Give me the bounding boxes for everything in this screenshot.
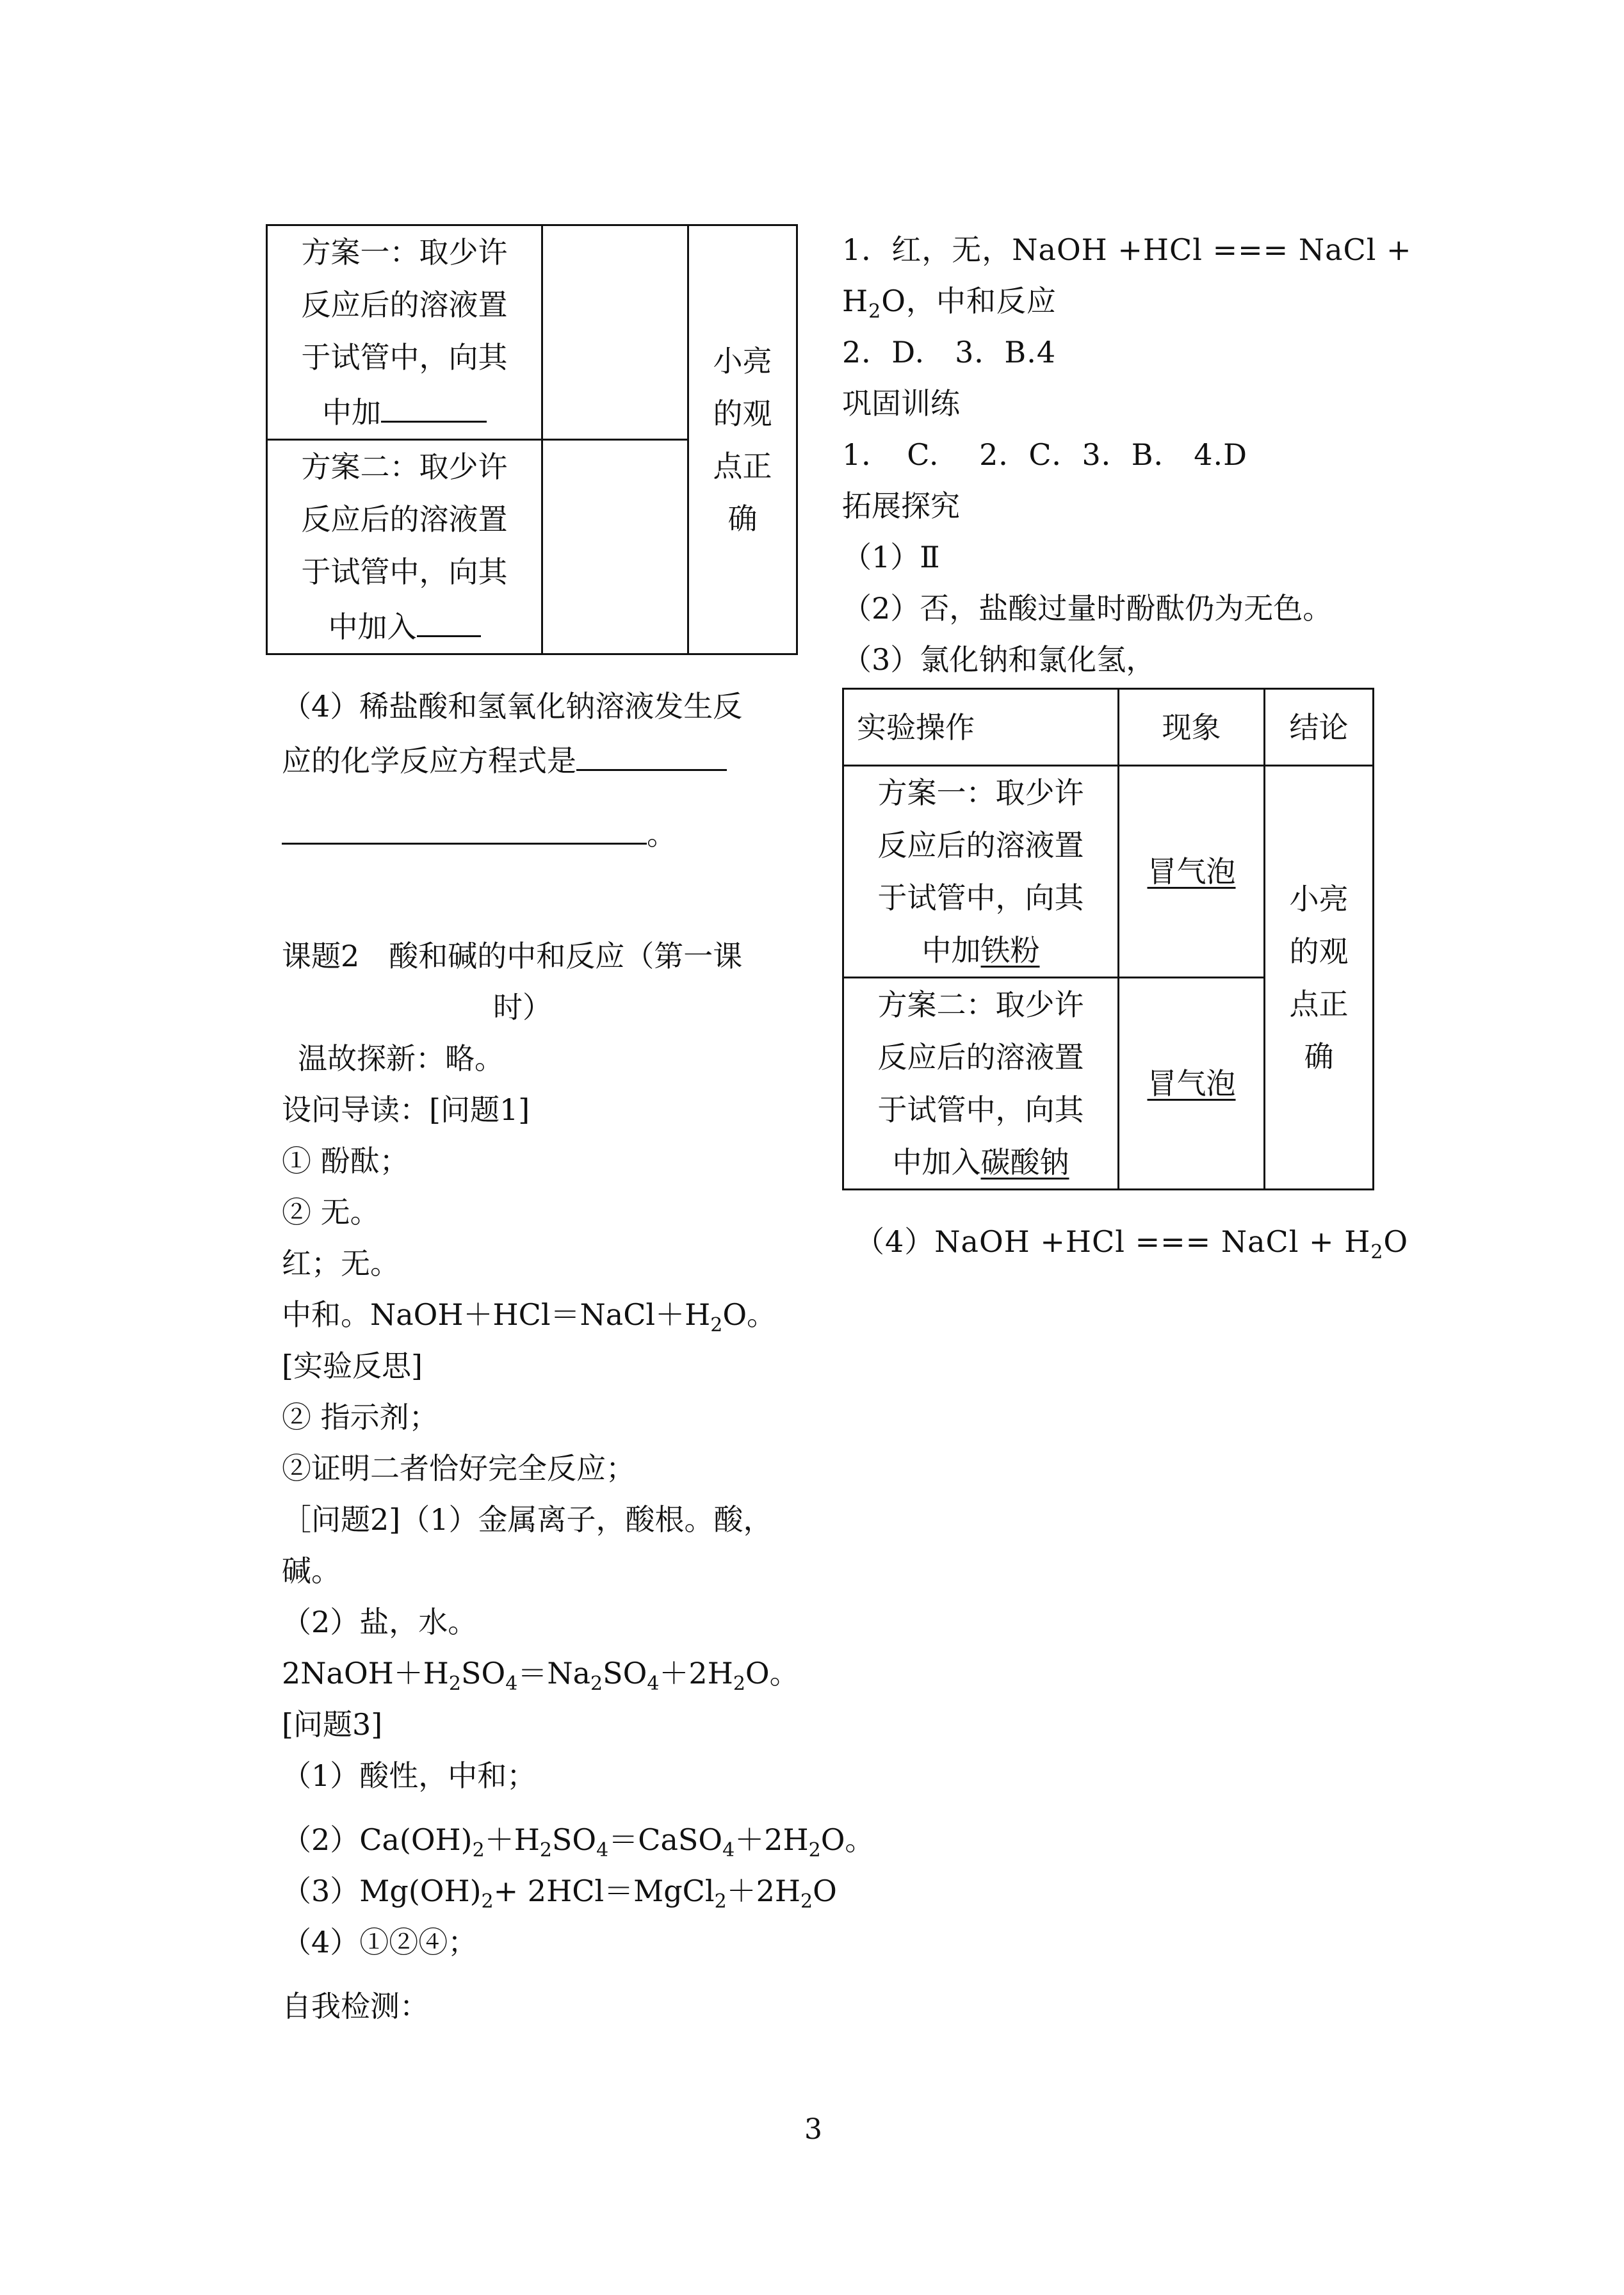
neutral-equation: 中和。$NaOH+HCl=NaCl+H_2O$。 bbox=[282, 1297, 777, 1336]
self-check: 自我检测： bbox=[282, 1989, 429, 2023]
prove-line: ②证明二者恰好完全反应； bbox=[282, 1451, 635, 1486]
q3-2: $(2)Ca(OH)_2+H_2SO_4=CaSO_4+2H_2O$。 bbox=[282, 1822, 875, 1861]
consolidate-answers: 1． C. 2．C．3．B． 4.D bbox=[842, 437, 1247, 472]
q3-4: （4）①②④； bbox=[282, 1925, 478, 1959]
extend-1: （1）Ⅱ bbox=[842, 540, 940, 574]
page-number: 3 bbox=[804, 2113, 822, 2146]
plan1-cell: 方案一：取少许 反应后的溶液置 于试管中，向其 中加铁粉 bbox=[843, 766, 1119, 978]
lesson-title-cont: 时） bbox=[493, 990, 552, 1025]
item1: ① 酚酞； bbox=[282, 1144, 409, 1178]
answer-1-line2: $H_2O$，中和反应 bbox=[842, 284, 1057, 323]
experiment-table-left bbox=[266, 224, 798, 655]
right-column bbox=[842, 224, 1412, 1267]
header-conclusion: 结论 bbox=[1265, 689, 1374, 766]
q2-line1: ［问题2]（1）金属离子，酸根。酸， bbox=[282, 1502, 773, 1537]
phenomenon-cell-2: 冒气泡 bbox=[1119, 978, 1265, 1190]
item2: ② 无。 bbox=[282, 1195, 380, 1229]
reflection-heading: [实验反思] bbox=[282, 1349, 423, 1383]
indicator-line: ② 指示剂； bbox=[282, 1400, 439, 1434]
q4-line3: 。 bbox=[282, 806, 797, 860]
lesson-title: 课题2 酸和碱的中和反应（第一课 bbox=[282, 939, 743, 973]
review-line: 温故探新：略。 bbox=[298, 1041, 504, 1076]
plan1-cell: 方案一：取少许 反应后的溶液置 于试管中，向其 中加 bbox=[267, 225, 542, 440]
phenomenon-cell-1: 冒气泡 bbox=[1119, 766, 1265, 978]
answer-blank bbox=[381, 384, 487, 423]
q3-1: （1）酸性，中和； bbox=[282, 1758, 537, 1793]
extend-2: （2）否，盐酸过量时酚酞仍为无色。 bbox=[842, 591, 1333, 626]
left-column bbox=[266, 224, 875, 2032]
answer-1-line1: 1．红，无，NaOH +HCl === NaCl + bbox=[842, 232, 1412, 267]
answer-4-equation: （4）NaOH +HCl === NaCl + $H_2O$ bbox=[855, 1224, 1409, 1263]
phenomenon-cell-1 bbox=[542, 225, 688, 440]
consolidate-heading: 巩固训练 bbox=[842, 386, 960, 421]
answer-sodium-carbonate: 碳酸钠 bbox=[980, 1145, 1069, 1180]
header-operation: 实验操作 bbox=[843, 689, 1119, 766]
plan2-cell: 方案二：取少许 反应后的溶液置 于试管中，向其 中加入碳酸钠 bbox=[843, 978, 1119, 1190]
answer-blank bbox=[417, 598, 481, 637]
extend-3: （3）氯化钠和氯化氢， bbox=[842, 642, 1156, 677]
q4-line1: （4）稀盐酸和氢氧化钠溶液发生反 bbox=[282, 689, 743, 724]
q3-3: $(3)Mg(OH)_2+$ $2HCl=MgCl_2+2H_2O$ bbox=[282, 1874, 837, 1913]
guide-line: 设问导读：[问题1] bbox=[282, 1092, 530, 1127]
plan2-cell: 方案二：取少许 反应后的溶液置 于试管中，向其 中加入 bbox=[267, 440, 542, 654]
q2-line2: 碱。 bbox=[282, 1553, 341, 1588]
equation-h2so4: $2NaOH+H_2SO_4=Na_2SO_4+2H_2O$。 bbox=[282, 1656, 799, 1695]
extend-heading: 拓展探究 bbox=[842, 489, 960, 523]
conclusion-cell: 小亮 的观 点正 确 bbox=[688, 225, 797, 654]
red-none: 红；无。 bbox=[282, 1246, 400, 1281]
q3-heading: [问题3] bbox=[282, 1707, 383, 1742]
experiment-table-right bbox=[842, 688, 1374, 1190]
phenomenon-cell-2 bbox=[542, 440, 688, 654]
q4-line2: 应的化学反应方程式是 bbox=[282, 732, 797, 786]
q2-item2: （2）盐，水。 bbox=[282, 1605, 478, 1639]
conclusion-cell: 小亮 的观 点正 确 bbox=[1265, 766, 1374, 1190]
header-phenomenon: 现象 bbox=[1119, 689, 1265, 766]
answer-iron-powder: 铁粉 bbox=[980, 933, 1040, 968]
answer-2-3-4: 2．D. 3．B.4 bbox=[842, 335, 1057, 369]
